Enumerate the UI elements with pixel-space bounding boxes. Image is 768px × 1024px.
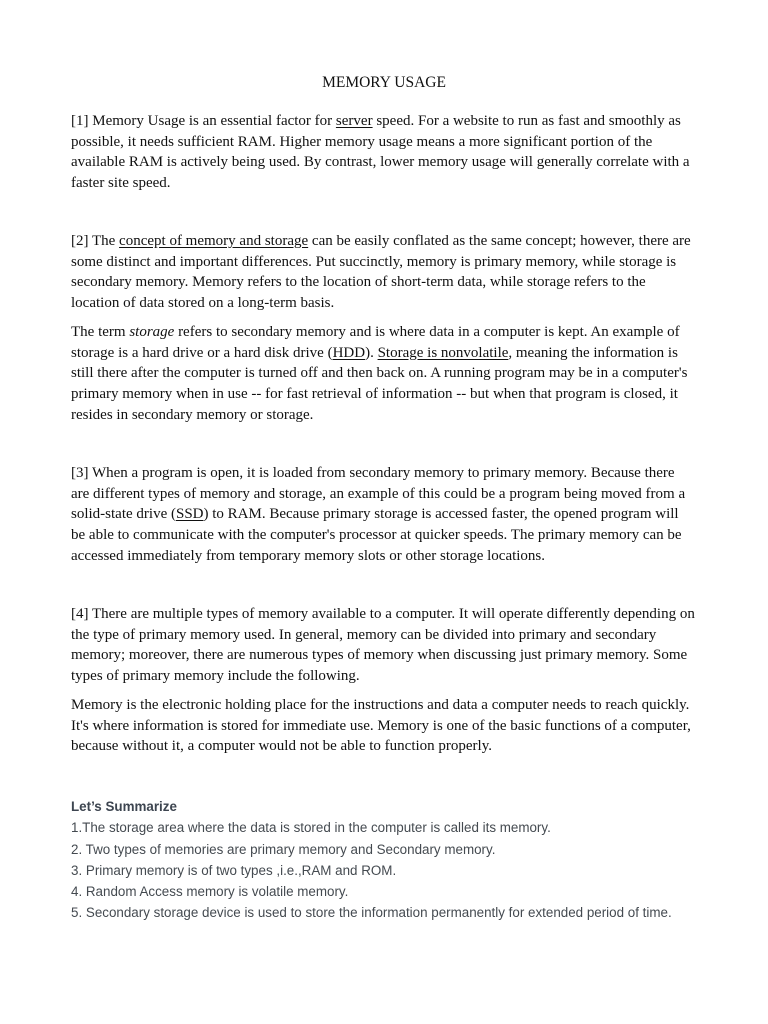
paragraph-3 [71,322,695,426]
paragraph-1-text-a: [1] Memory Usage is an essential factor for [71,113,336,129]
paragraph-2 [71,231,695,314]
paragraph-4-text-b: ) to RAM. Because primary storage is accessed faster, the opened program will be able to communicate with the computer's processor at quicker speeds. The primary memory can be accessed immediately from temporary memory slots or other storage locations. [71,506,682,564]
paragraph-1 [71,111,695,194]
server-link[interactable]: server [335,113,373,129]
summary-item: 4. Random Access memory is volatile memory. [71,884,349,900]
paragraph-3-text-c: ). [365,344,378,361]
hdd-link[interactable]: HDD [332,344,366,361]
paragraph-2-text-a: [2] The [71,233,120,249]
paragraph-3-text-a: The term [71,324,130,340]
paragraph-2-text-b: can be easily conflated as the same concept; however, there are some distinct and important differences. Put succinctly, memory is primary memory, while storage is secondary memory. Memory refers to the location of short-term data, while storage refers to the location of data stored on a long-term basis. [71,233,691,312]
paragraph-3-text-d: , meaning the information is still there after the computer is turned off and then back on. A running program may be in a computer's primary memory when in use -- for fast retrieval of information -- but when that program is closed, it resides in secondary memory or storage. [71,344,688,423]
paragraph-4 [71,463,695,567]
paragraph-4-text-a: [3] When a program is open, it is loaded from secondary memory to primary memory. Because there are different types of memory and storage, an example of this could be a program being moved from a solid-state drive ( [71,465,686,523]
document-title: MEMORY USAGE [322,74,446,91]
summary-section [71,796,695,924]
paragraph-1-text-b: speed. For a website to run as fast and smoothly as possible, it needs sufficient RAM. Higher memory usage means a more significant portion of the available RAM is actively being used. By contrast, lower memory usage will generally correlate with a faster site speed. [71,113,690,192]
paragraph-5: [4] There are multiple types of memory available to a computer. It will operate differently depending on the type of primary memory used. In general, memory can be divided into primary and secondary memory; moreover, there are numerous types of memory when discussing just primary memory. Some types of primary memory include the following. [71,606,695,685]
summary-item: 5. Secondary storage device is used to store the information permanently for extended period of time. [71,905,672,921]
summary-item: 1.The storage area where the data is stored in the computer is called its memory. [71,820,551,836]
paragraph-6: Memory is the electronic holding place for the instructions and data a computer needs to reach quickly. It's where information is stored for immediate use. Memory is one of the basic functions of a computer, because without it, a computer would not be able to function properly. [71,697,691,755]
concept-memory-storage-link[interactable]: concept of memory and storage [119,233,309,249]
storage-nonvolatile-link[interactable]: Storage is nonvolatile [377,344,509,361]
storage-emphasis: storage [129,324,175,340]
summary-item: 3. Primary memory is of two types ,i.e.,RAM and ROM. [71,862,397,878]
paragraph-3-text-b: refers to secondary memory and is where data in a computer is kept. An example of storage is a hard drive or a hard disk drive ( [71,324,680,361]
ssd-link[interactable]: SSD [175,506,204,523]
summary-item: 2. Two types of memories are primary memory and Secondary memory. [71,841,496,857]
summary-heading: Let’s Summarize [71,799,177,814]
